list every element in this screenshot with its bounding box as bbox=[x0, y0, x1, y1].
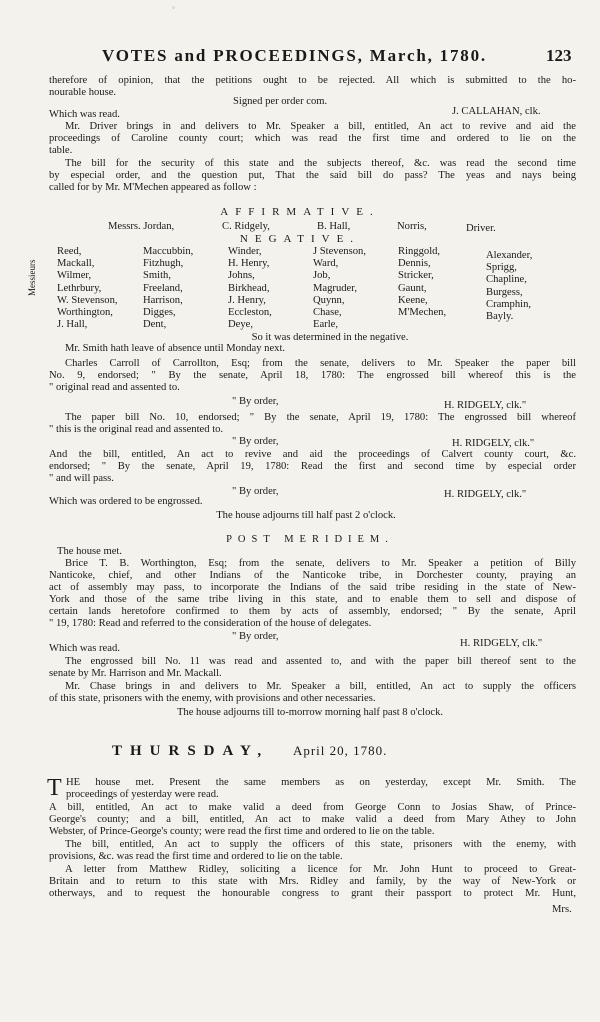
text-line: act of assembly may pass, to incorporate the Indians of the said tribe residing in the state of New- bbox=[49, 582, 576, 593]
day-heading bbox=[112, 745, 387, 758]
by-order: " By order, bbox=[232, 436, 279, 447]
clerk-signature: H. RIDGELY, clk." bbox=[444, 400, 527, 411]
negative-name: Bayly. bbox=[486, 310, 514, 322]
day-date: April 20, 1780. bbox=[292, 743, 388, 758]
negative-name: Alexander, bbox=[486, 250, 533, 261]
text-line: endorsed; " By the senate, April 19, 1780: Read the first and second time by especial order bbox=[49, 461, 576, 472]
negative-name: Birkhead, bbox=[228, 282, 270, 294]
text-line: A bill, entitled, An act to make valid a deed from George Conn to Josias Shaw, of Prince- bbox=[49, 802, 576, 813]
negative-name: Magruder, bbox=[313, 282, 357, 294]
negative-name: Stricker, bbox=[398, 270, 434, 282]
affirmative-name: B. Hall, bbox=[317, 221, 351, 232]
affirmative-name: Driver. bbox=[466, 223, 496, 234]
negative-name: Earle, bbox=[313, 319, 338, 331]
negative-name: Quynn, bbox=[313, 294, 345, 306]
negative-result: So it was determined in the negative. bbox=[251, 332, 409, 343]
text-line: therefore of opinion, that the petitions ought to be rejected. All which is submitted to the ho- bbox=[49, 75, 576, 86]
text-line: Britain and to return to this state with Mrs. Ridley and family, by the way of New-York or bbox=[49, 876, 576, 887]
negative-name: Eccleston, bbox=[228, 306, 272, 318]
negative-name: Mackall, bbox=[57, 258, 95, 270]
negative-column bbox=[486, 250, 532, 323]
text-line: Which was read. bbox=[49, 643, 120, 654]
text-line: otherways, and to request the honourable congress to grant their passport to protect Mr. Hunt, bbox=[49, 888, 576, 899]
negative-name: Chapline, bbox=[486, 274, 527, 286]
clerk-signature: H. RIDGELY, clk." bbox=[452, 438, 535, 449]
text-line: Mr. Driver brings in and delivers to Mr. Speaker a bill, entitled, An act to revive and aid the bbox=[65, 121, 576, 132]
text-line: of this state, prisoners with the enemy, with provisions and other necessaries. bbox=[49, 693, 376, 704]
affirmative-name: Norris, bbox=[397, 221, 427, 232]
negative-name: H. Henry, bbox=[228, 258, 270, 270]
negative-column bbox=[313, 246, 366, 331]
text-line: " 19, 1780: Read and referred to the consideration of the house of delegates. bbox=[49, 618, 372, 629]
negative-name: Reed, bbox=[57, 246, 82, 257]
affirmative-name: Messrs. Jordan, bbox=[108, 221, 175, 232]
text-line: And the bill, entitled, An act to revive and aid the proceedings of Calvert county court, &c. bbox=[49, 449, 576, 460]
negative-name: Winder, bbox=[228, 246, 262, 257]
negative-name: M'Mechen, bbox=[398, 306, 447, 318]
text-line: table. bbox=[49, 145, 73, 156]
negative-name: Maccubbin, bbox=[143, 246, 194, 257]
text-line: Charles Carroll of Carrollton, Esq; from the senate, delivers to Mr. Speaker the paper bill bbox=[65, 358, 576, 369]
text-line: Brice T. B. Worthington, Esq; from the senate, delivers to Mr. Speaker a petition of Billy bbox=[65, 558, 576, 569]
section-heading: POST MERIDIEM. bbox=[226, 534, 394, 545]
which-was-read: Which was read. bbox=[49, 109, 120, 120]
negative-name: Chase, bbox=[313, 306, 342, 318]
affirmative-name: C. Ridgely, bbox=[222, 221, 270, 232]
text-line: certain lands heretofore confirmed to them by acts of assembly, endorsed; " By the senate, April bbox=[49, 606, 576, 617]
drop-cap: T bbox=[47, 775, 62, 801]
negative-name: Ward, bbox=[313, 258, 339, 270]
running-title: VOTES and PROCEEDINGS, March, 1780. bbox=[102, 46, 487, 65]
negative-name: Digges, bbox=[143, 306, 176, 318]
negative-name: Gaunt, bbox=[398, 282, 427, 294]
text-line: Nanticoke, chief, and other Indians of the Nanticoke tribe, in Dorchester county, praying an bbox=[49, 570, 576, 581]
text-line: Mr. Chase brings in and delivers to Mr. Speaker a bill, entitled, An act to supply the officers bbox=[65, 681, 576, 692]
negative-name: Job, bbox=[313, 270, 331, 282]
negative-name: Worthington, bbox=[57, 306, 113, 318]
text-line: called for by Mr. M'Mechen appeared as follow : bbox=[49, 182, 257, 193]
text-line: " this is the original read and assented to. bbox=[49, 424, 224, 435]
clerk-signature: H. RIDGELY, clk." bbox=[460, 638, 543, 649]
text-line: The paper bill No. 10, endorsed; " By the senate, April 19, 1780: The engrossed bill whereof bbox=[65, 412, 576, 423]
text-line: " original read and assented to. bbox=[49, 382, 180, 393]
text-line: The engrossed bill No. 11 was read and assented to, and with the paper bill thereof sent to the bbox=[65, 656, 576, 667]
text-line: proceedings of yesterday were read. bbox=[66, 789, 219, 800]
text-line: A letter from Matthew Ridley, soliciting a licence for Mr. John Hunt to proceed to Great- bbox=[65, 864, 576, 875]
text-line: proceedings of Caroline county court; which was read the first time and ordered to lie on the bbox=[49, 133, 576, 144]
negative-name: Fitzhugh, bbox=[143, 258, 184, 270]
negative-name: J Stevenson, bbox=[313, 246, 366, 257]
negative-name: Deye, bbox=[228, 319, 253, 331]
text-line: provisions, &c. was read the first time and ordered to lie on the table. bbox=[49, 851, 343, 862]
negative-name: Freeland, bbox=[143, 282, 183, 294]
negative-name: Dennis, bbox=[398, 258, 431, 270]
text-line: George's county; and a bill, entitled, An act to make valid a deed from Mary Athey to John bbox=[49, 814, 576, 825]
negative-name: Ringgold, bbox=[398, 246, 441, 257]
messieurs-label: Messieurs bbox=[27, 259, 37, 296]
negative-name: Sprigg, bbox=[486, 262, 517, 274]
text-line: Webster, of Prince-George's county; were read the first time and ordered to lie on the table. bbox=[49, 826, 435, 837]
adjournment: The house adjourns till half past 2 o'clock. bbox=[216, 510, 396, 521]
negative-column bbox=[398, 246, 446, 319]
affirmative-heading: AFFIRMATIVE. bbox=[220, 206, 380, 218]
text-line: The bill for the security of this state and the subjects thereof, &c. was read the second time bbox=[65, 158, 576, 169]
clerk-signature: H. RIDGELY, clk." bbox=[444, 489, 527, 500]
adjournment: The house adjourns till to-morrow morning half past 8 o'clock. bbox=[176, 707, 444, 718]
page-ornament: ◦ bbox=[172, 3, 175, 12]
negative-name: Johns, bbox=[228, 270, 255, 282]
negative-heading: NEGATIVE. bbox=[239, 233, 361, 245]
by-order: " By order, bbox=[232, 631, 279, 642]
negative-name: Smith, bbox=[143, 270, 171, 282]
negative-name: Cramphin, bbox=[486, 298, 532, 310]
negative-name: J. Hall, bbox=[57, 319, 88, 331]
text-line: senate by Mr. Harrison and Mr. Mackall. bbox=[49, 668, 222, 679]
negative-name: Keene, bbox=[398, 294, 428, 306]
negative-column bbox=[143, 246, 193, 331]
text-line: Which was ordered to be engrossed. bbox=[49, 496, 203, 507]
negative-name: Harrison, bbox=[143, 294, 183, 306]
text-line: The house met. bbox=[57, 546, 123, 557]
negative-name: Wilmer, bbox=[57, 270, 92, 282]
page-number: 123 bbox=[546, 46, 572, 65]
text-line: No. 9, endorsed; " By the senate, April 18, 1780: The engrossed bill whereof this is the bbox=[49, 370, 576, 381]
negative-column bbox=[57, 246, 118, 331]
negative-column bbox=[228, 246, 272, 331]
text-line: Mr. Smith hath leave of absence until Monday next. bbox=[65, 343, 286, 354]
text-line: The bill, entitled, An act to supply the officers of this state, prisoners with the enemy, with bbox=[65, 839, 576, 850]
day-name: THURSDAY, bbox=[112, 743, 270, 759]
signed-line: Signed per order com. bbox=[233, 96, 328, 107]
text-line: " and will pass. bbox=[49, 473, 114, 484]
signed-name: J. CALLAHAN, clk. bbox=[452, 106, 541, 117]
text-line: York and those of the same tribe living in this state, and to enable them to sell and dispose of bbox=[49, 594, 576, 605]
text-line: by especial order, and the question put, That the said bill do pass? The yeas and nays being bbox=[49, 170, 576, 181]
catchword: Mrs. bbox=[552, 904, 572, 915]
negative-name: W. Stevenson, bbox=[57, 294, 118, 306]
by-order: " By order, bbox=[232, 396, 279, 407]
negative-name: Dent, bbox=[143, 319, 167, 331]
by-order: " By order, bbox=[232, 486, 279, 497]
negative-name: J. Henry, bbox=[228, 294, 266, 306]
negative-name: Burgess, bbox=[486, 286, 523, 298]
negative-name: Lethrbury, bbox=[57, 282, 102, 294]
text-line: nourable house. bbox=[49, 87, 117, 98]
text-line: HE house met. Present the same members as on yesterday, except Mr. Smith. The bbox=[66, 777, 576, 788]
